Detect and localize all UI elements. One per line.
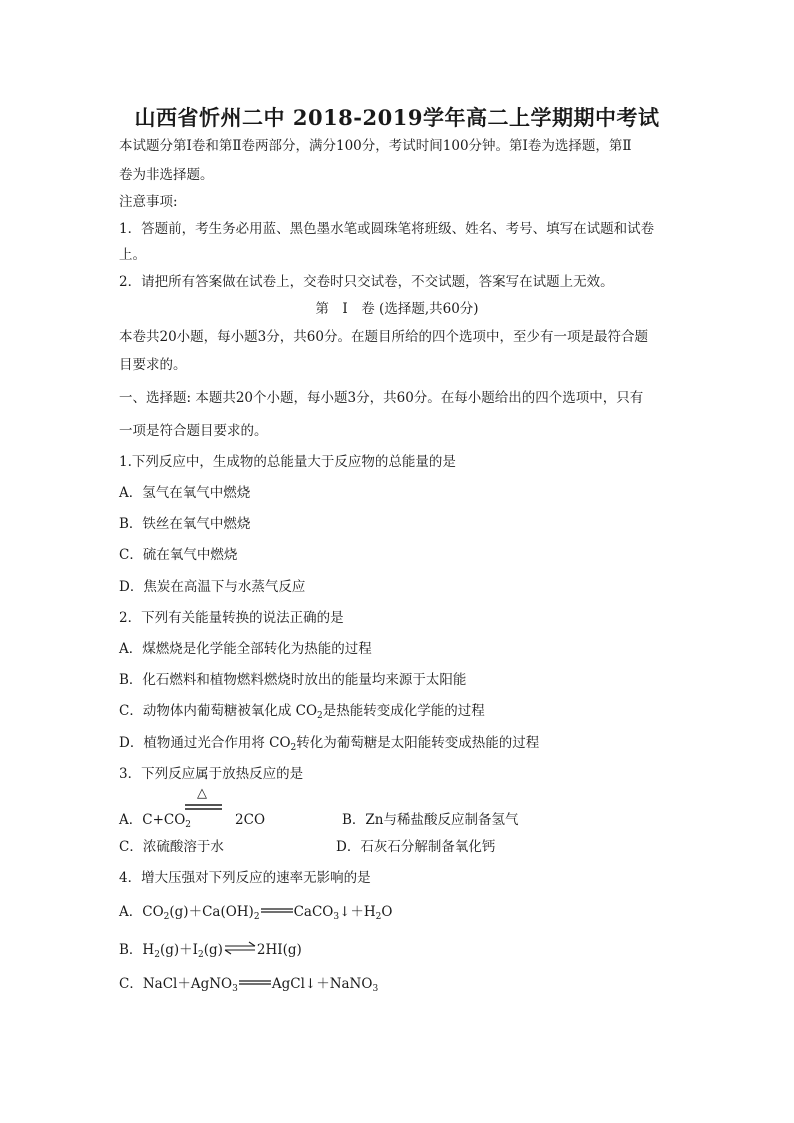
q4-b-sub: 2	[154, 950, 160, 960]
page-title: 山西省忻州二中 2018-2019学年高二上学期期中考试	[134, 105, 660, 130]
q4-b-part: (g)	[203, 942, 223, 958]
q4-option-a	[119, 901, 392, 921]
q1-option-b: B．铁丝在氧气中燃烧	[119, 516, 251, 532]
notes-heading: 注意事项:	[119, 194, 178, 210]
q2-option-b: B．化石燃料和植物燃料燃烧时放出的能量均来源于太阳能	[119, 672, 467, 688]
q4-b-part: 2HI(g)	[256, 942, 302, 958]
q4-a-sub: 2	[163, 912, 170, 922]
q2-c-subscript: 2	[317, 711, 323, 721]
q2-option-a: A．煤燃烧是化学能全部转化为热能的过程	[119, 641, 372, 657]
q4-b-part: (g)＋I	[159, 942, 198, 958]
q4-a-sub: 2	[253, 912, 260, 922]
q4-c-sub: 3	[372, 984, 379, 994]
reversible-arrow-icon	[223, 939, 257, 957]
q2-option-c	[119, 702, 485, 720]
equals-sign-icon	[238, 973, 272, 991]
q4-a-part: A．CO	[119, 904, 164, 920]
part-heading-line-1: 一、选择题: 本题共20个小题，每小题3分，共60分。在每小题给出的四个选项中，只有	[119, 390, 644, 406]
q1-stem: 1.下列反应中，生成物的总能量大于反应物的总能量的是	[119, 454, 456, 470]
q4-stem: 4．增大压强对下列反应的速率无影响的是	[119, 870, 371, 886]
q4-a-part: (g)＋Ca(OH)	[169, 904, 254, 920]
q1-option-c: C．硫在氧气中燃烧	[119, 547, 238, 563]
q4-b-part: B．H	[119, 942, 155, 958]
q4-b-sub: 2	[197, 950, 204, 960]
q4-a-part: ↓＋H	[339, 904, 376, 920]
intro-line-2: 卷为非选择题。	[119, 167, 214, 183]
section-desc-line-2: 目要求的。	[119, 357, 187, 373]
section-heading: 第 Ⅰ 卷 (选择题,共60分)	[315, 301, 479, 317]
q4-c-sub: 3	[232, 984, 238, 994]
q2-d-text-rest: 转化为葡萄糖是太阳能转变成热能的过程	[296, 735, 540, 751]
q2-d-subscript: 2	[290, 743, 297, 753]
intro-line-1: 本试题分第Ⅰ卷和第Ⅱ卷两部分，满分100分，考试时间100分钟。第Ⅰ卷为选择题，第Ⅱ	[119, 138, 632, 154]
section-desc-line-1: 本卷共20小题，每小题3分，共60分。在题目所给的四个选项中，至少有一项是最符合题	[119, 329, 648, 345]
q4-a-part: CaCO	[293, 904, 334, 920]
q1-option-a: A．氢气在氧气中燃烧	[119, 485, 251, 501]
heat-symbol: △	[197, 786, 207, 801]
part-heading-line-2: 一项是符合题目要求的。	[119, 423, 268, 439]
q2-d-text: D．植物通过光合作用将 CO	[119, 735, 291, 751]
q4-c-part: C．NaCl＋AgNO	[119, 976, 233, 992]
q3-a-product: 2CO	[235, 812, 266, 828]
note-1-line-1: 1．答题前，考生务必用蓝、黑色墨水笔或圆珠笔将班级、姓名、考号、填写在试题和试卷	[119, 221, 655, 237]
q4-a-sub: 3	[333, 912, 340, 922]
q4-c-part: AgCl↓＋NaNO	[271, 976, 373, 992]
note-2: 2．请把所有答案做在试卷上，交卷时只交试卷，不交试题，答案写在试题上无效。	[119, 274, 614, 290]
note-1-line-2: 上。	[119, 247, 146, 263]
q3-option-c: C．浓硫酸溶于水	[119, 839, 224, 855]
q4-a-sub: 2	[375, 912, 382, 922]
q3-a-text: A．C+CO	[119, 812, 186, 828]
q3-option-a	[119, 811, 265, 829]
q4-option-b	[119, 939, 302, 959]
q2-option-d	[119, 734, 539, 752]
q1-option-d: D．焦炭在高温下与水蒸气反应	[119, 579, 306, 595]
q3-a-subscript: 2	[185, 820, 192, 830]
q3-option-d: D．石灰石分解制备氧化钙	[336, 839, 496, 855]
q3-stem: 3．下列反应属于放热反应的是	[119, 766, 304, 782]
q4-option-c	[119, 973, 378, 993]
q2-stem: 2．下列有关能量转换的说法正确的是	[119, 610, 344, 626]
equals-sign-icon	[260, 901, 294, 919]
q2-c-text: C．动物体内葡萄糖被氧化成 CO	[119, 703, 318, 719]
q4-a-part: O	[381, 904, 393, 920]
q3-option-b: B．Zn与稀盐酸反应制备氢气	[342, 812, 519, 828]
q2-c-text-rest: 是热能转变成化学能的过程	[322, 703, 485, 719]
